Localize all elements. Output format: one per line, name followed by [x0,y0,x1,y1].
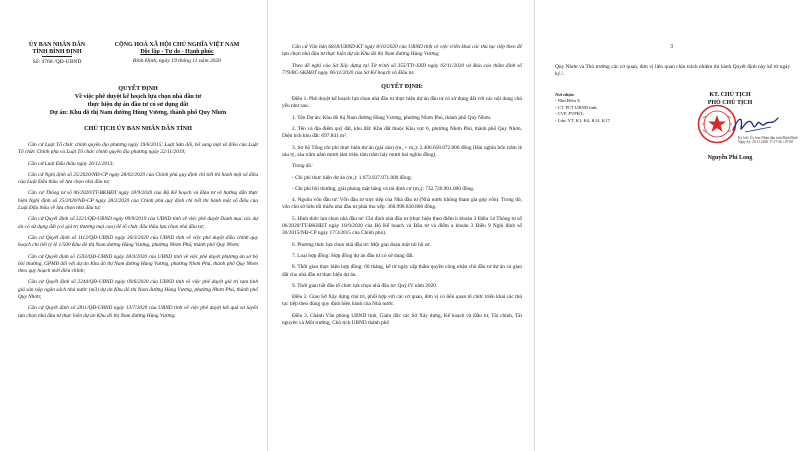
agency-line-1: ỦY BAN NHÂN DÂN [28,42,86,48]
title-line-2: Về việc phê duyệt kế hoạch lựa chọn nhà đầu tư [74,93,202,100]
issuing-agency [18,42,96,66]
legal-basis: Căn cứ Luật Đấu thầu ngày 26/11/2013; [28,160,115,167]
sign-title-2: PHÓ CHỦ TỊCH [707,99,753,106]
article-3: Điều 3. Chánh Văn phòng UBND tỉnh, Giám đốc các Sở Xây dựng, Kế hoạch và Đầu tư, Tài chính, Tài nguyên và Môi trường, Chủ tịch UBND thành phố [282,312,522,327]
recipients-block [555,92,645,124]
article-item: 8. Thời gian thực hiện hợp đồng: 60 tháng, kể từ ngày cấp thẩm quyền công nhận chủ đầu tư dự án và giao đất cho nhà đầu tư thực hiện dự án. [282,264,522,278]
article-item: 6. Phương thức lựa chọn nhà đầu tư: Một giai đoạn một túi hồ sơ. [292,241,431,248]
legal-basis: Căn cứ Quyết định số 3221/QĐ-UBND ngày 09/9/2019 của UBND tỉnh về việc phê duyệt Danh mục các dự án có sử dụng đất (có giá trị thương mại cao) để tổ chức đấu thầu lựa chọn nhà đầu tư; [18,216,258,230]
document-page-3 [535,0,800,451]
recipients-label: Nơi nhận: [555,92,575,97]
nation-motto: Độc lập - Tự do - Hạnh phúc [140,49,214,55]
legal-basis: Căn cứ Nghị định số 25/2020/NĐ-CP ngày 28/02/2020 của Chính phủ quy định chi tiết thi hành một số điều của Luật Đấu thầu về lựa chọn nhà đầu tư; [18,171,258,186]
article-item: 9. Thời gian bắt đầu tổ chức lựa chọn nhà đầu tư: Quý IV năm 2020. [292,282,438,289]
document-page-2 [268,0,534,451]
legal-bases [18,142,258,324]
page2-body [282,44,522,331]
document-number: Số: 4768 /QĐ-UBND [32,59,82,65]
legal-basis: Theo đề nghị của Sở Xây dựng tại Tờ trình số 355/TTr-SXD ngày 02/11/2020 và Báo cáo thẩm định số 779/BC-SKHĐT ngày 06/11/2020 của Sở Kế hoạch và Đầu tư. [282,62,522,76]
nation-line-1: CỘNG HOÀ XÃ HỘI CHỦ NGHĨA VIỆT NAM [114,42,240,48]
article-item: 3. Sơ bộ Tổng chi phí thực hiện dự án (giá sàn) (m₁ + m₂): 2.406.658.872.000 đồng (Hai nghìn bốn trăm lẻ sáu tỷ, sáu trăm năm mươi tám triệu tám trăm bảy mươi hai nghìn đồng). [282,144,522,158]
article-item: 4. Nguồn vốn đầu tư: Vốn đầu tư trực tiếp của Nhà đầu tư (Nhà nước không tham gia góp vốn). Trong đó, vốn chủ sở hữu tối thiểu nhà đầu tư phải thu xếp: 360.998.830.800 đồng. [282,197,522,211]
document-title [18,85,258,117]
signer-name: Nguyễn Phi Long [707,155,753,161]
agency-line-2: TỈNH BÌNH ĐỊNH [32,49,82,55]
article-item: - Chi phí bồi thường, giải phóng mặt bằng và tái định cư (m₂): 732.720.901.000 đồng. [292,185,475,192]
article-item: Trong đó: [292,163,313,170]
national-header [96,42,258,65]
article-item: 5. Hình thức lựa chọn nhà đầu tư: Chỉ định nhà đầu tư (thực hiện theo điểm b khoản 3 Điều 14 Thông tư số 06/2020/TT-BKHĐT ngày 18/9/2020 của Bộ Kế hoạch và Đầu tư và điểm a khoản 3 Điều 9 Nghị định số 30/2015/NĐ-CP ngày 17/3/2015 của Chính phủ). [282,215,522,237]
closing-text: Quy Nhơn và Thủ trưởng các cơ quan, đơn vị liên quan chịu trách nhiệm thi hành Quyết định này kể từ ngày ký./. [555,64,790,78]
recipient-item: - Lưu: VT, K1, K4, K14, K17. [555,117,611,123]
title-line-1: QUYẾT ĐỊNH [118,85,158,92]
article-item: 1. Tên Dự án: Khu đô thị Nam đường Hùng Vương, phường Nhơn Phú, thành phố Quy Nhơn. [292,114,492,121]
legal-basis: Căn cứ Quyết định số 1112/QĐ-UBND ngày 30/3/2020 của UBND tỉnh về việc phê duyệt điều chỉnh quy hoạch chi tiết tỷ lệ 1/500 Khu đô thị Nam đường Hùng Vương, phường Nhơn Phú, thành phố Quy Nhơn; [18,234,258,249]
legal-basis: Căn cứ Quyết định số 1593/QĐ-UBND ngày 28/4/2020 của UBND tỉnh về việc phê duyệt phương án sơ bộ bồi thường, GPMB đối với dự án Khu đô thị Nam đường Hùng Vương, phường Nhơn Phú, thành phố Quy Nhơn theo quy hoạch mới điều chỉnh; [18,253,258,275]
article-item: 7. Loại hợp đồng: Hợp đồng dự án đầu tư có sử dụng đất. [292,252,414,259]
decision-heading: QUYẾT ĐỊNH: [381,83,423,91]
legal-basis: Căn cứ Thông tư số 06/2020/TT-BKHĐT ngày 18/9/2020 của Bộ Kế hoạch và Đầu tư về hướng dẫn thực hiện Nghị định số 25/2020/NĐ-CP ngày 28/2/2020 của Chính phủ quy định chi tiết thi hành một số điều của Luật Đấu thầu về lựa chọn nhà đầu tư; [18,190,258,212]
document-page-1 [0,0,267,451]
closing-paragraph [555,64,790,83]
sign-title-1: KT. CHỦ TỊCH [709,92,751,98]
article-2: Điều 2. Giao Sở Xây dựng chủ trì, phối hợp với các cơ quan, đơn vị có liên quan tổ chức triển khai các thủ tục tiếp theo đúng quy định hiện hành của Nhà nước. [282,294,522,308]
agency-underline [42,56,72,57]
page-number: 3 [670,44,673,50]
legal-basis: Căn cứ Luật Tổ chức chính quyền địa phương ngày 19/6/2015; Luật Sửa đổi, bổ sung một số điều của Luật Tổ chức Chính phủ và Luật Tổ chức chính quyền địa phương ngày 22/11/2019; [18,142,258,156]
legal-basis: Căn cứ Quyết định số 2811/QĐ-UBND ngày 13/7/2020 của UBND tỉnh về việc phê duyệt kết quả sơ tuyển lựa chọn nhà đầu tư thực hiện dự án Khu đô thị Nam đường Hùng Vương; [18,305,258,319]
digital-signature-stamp: Ký bởi: Ủy ban Nhân dân tỉnh Bình Định Ngày ký: 20.11.2020 17:17:56 +07:00 [738,136,798,145]
recipient-item: - CVP, PVPKT; [555,111,584,117]
title-line-3: thực hiện dự án đầu tư có sử dụng đất [87,101,189,108]
article-1: Điều 1. Phê duyệt kế hoạch lựa chọn nhà đầu tư thực hiện dự án đầu tư có sử dụng đất với các nội dung chủ yếu như sau: [282,96,522,110]
legal-basis: Căn cứ Quyết định số 2244/QĐ-UBND ngày 09/6/2020 của UBND tỉnh về việc phê duyệt giá trị tạm tính giá sàn nộp ngân sách nhà nước (m3) dự án Khu đô thị Nam đường Hùng Vương, phường Nhơn Phú, thành phố Quy Nhơn; [18,279,258,301]
recipient-item: - Như Điều 3; [555,98,581,104]
document-date: Bình Định, ngày 19 tháng 11 năm 2020 [132,58,222,64]
recipient-item: - CT, PCT UBND tỉnh; [555,104,598,110]
article-item: - Chi phí thực hiện dự án (m₁): 1.673.937.971.000 đồng; [292,174,412,181]
article-item: 2. Tên và địa điểm quỹ đất, khu đất: Khu đất thuộc Khu vực 6, phường Nhơn Phú, thành phố Quy Nhơn. Diện tích khu đất: 697.841 m². [282,126,522,140]
legal-basis: Căn cứ Văn bản 6818/UBND-KT ngày 8/10/2020 của UBND tỉnh về việc triển khai các thủ tục tiếp theo để lựa chọn nhà đầu tư thực hiện dự án Khu đô thị Nam đường Hùng Vương; [282,44,522,58]
handwritten-signature-icon [731,112,781,136]
title-line-4: Dự án: Khu đô thị Nam đường Hùng Vương, thành phố Quy Nhơn [49,109,227,116]
authority-line: CHỦ TỊCH ỦY BAN NHÂN DÂN TỈNH [84,125,192,132]
